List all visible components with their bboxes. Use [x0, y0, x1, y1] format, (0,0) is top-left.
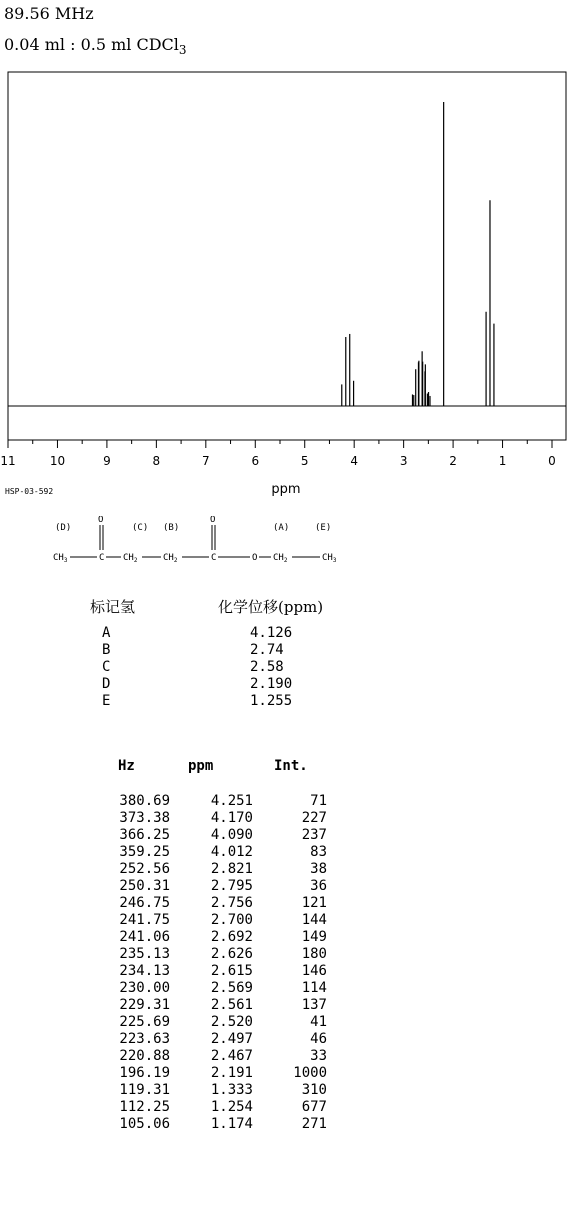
atom-ch3-e: $CH_3$	[322, 553, 337, 564]
peak-hz: 234.13	[119, 963, 170, 979]
peak-row	[0, 980, 570, 997]
sample-text: 0.04 ml : 0.5 ml CDCl	[4, 35, 179, 54]
peak-row	[0, 1099, 570, 1116]
peak-hz: 252.56	[119, 861, 170, 877]
peak-ppm: 1.174	[210, 1116, 253, 1132]
oxygen-1: O	[98, 516, 104, 525]
assignment-row	[0, 693, 570, 710]
peak-ppm: 2.626	[210, 946, 253, 962]
x-tick-label: 7	[201, 454, 210, 468]
peak-ppm: 2.821	[210, 861, 253, 877]
assignment-row	[0, 676, 570, 693]
x-tick-label: 10	[49, 454, 66, 468]
peak-intensity: 36	[310, 878, 327, 894]
peak-row	[0, 912, 570, 929]
label-a: (A)	[273, 523, 290, 533]
assignment-label: E	[102, 693, 111, 709]
peak-intensity: 146	[301, 963, 327, 979]
peak-ppm: 2.795	[210, 878, 253, 894]
peak-row	[0, 895, 570, 912]
spectrometer-frequency: 89.56 MHz	[4, 4, 94, 23]
peak-row	[0, 997, 570, 1014]
peak-intensity: 180	[301, 946, 327, 962]
peak-ppm: 4.012	[210, 844, 253, 860]
peak-header-hz: Hz	[118, 758, 135, 774]
peak-ppm: 2.756	[210, 895, 253, 911]
peak-hz: 229.31	[119, 997, 170, 1013]
assignment-row	[0, 625, 570, 642]
peak-intensity: 46	[310, 1031, 327, 1047]
x-tick-label: 9	[103, 454, 111, 468]
peak-row	[0, 844, 570, 861]
peak-hz: 366.25	[119, 827, 170, 843]
x-tick-label: 4	[350, 454, 359, 468]
peak-hz: 380.69	[119, 793, 170, 809]
peak-hz: 250.31	[119, 878, 170, 894]
peak-hz: 235.13	[119, 946, 170, 962]
peak-header-ppm: ppm	[188, 758, 214, 774]
assignment-shift: 2.190	[250, 676, 293, 692]
peak-hz: 196.19	[119, 1065, 170, 1081]
atom-c2: C	[211, 553, 217, 563]
peak-ppm: 2.520	[210, 1014, 253, 1030]
peak-intensity: 137	[301, 997, 327, 1013]
x-tick-label: 11	[0, 454, 16, 468]
assignment-shift: 1.255	[250, 693, 293, 709]
peak-ppm: 1.254	[210, 1099, 253, 1115]
peak-row	[0, 1065, 570, 1082]
label-d: (D)	[55, 523, 72, 533]
x-tick-label: 6	[251, 454, 260, 468]
peak-intensity: 33	[310, 1048, 327, 1064]
assignment-shift: 2.58	[250, 659, 284, 675]
peak-ppm: 2.561	[210, 997, 253, 1013]
peak-row	[0, 1048, 570, 1065]
assignment-row	[0, 642, 570, 659]
x-tick-label: 2	[449, 454, 457, 468]
x-tick-label: 1	[498, 454, 507, 468]
peak-header-int: Int.	[274, 758, 308, 774]
assignment-label: B	[102, 642, 111, 658]
peak-ppm: 2.497	[210, 1031, 253, 1047]
peak-hz: 119.31	[119, 1082, 170, 1098]
spectrum-trace	[8, 102, 566, 406]
peak-ppm: 2.692	[210, 929, 253, 945]
peak-hz: 112.25	[119, 1099, 170, 1115]
peak-hz: 230.00	[119, 980, 170, 996]
peak-row	[0, 1116, 570, 1133]
peak-row	[0, 810, 570, 827]
peak-row	[0, 827, 570, 844]
peak-hz: 246.75	[119, 895, 170, 911]
assignment-row	[0, 659, 570, 676]
peak-row	[0, 1031, 570, 1048]
peak-intensity: 149	[301, 929, 327, 945]
assignment-label: C	[102, 659, 111, 675]
peak-row	[0, 929, 570, 946]
x-axis-tick-labels	[0, 454, 555, 468]
peak-intensity: 71	[310, 793, 327, 809]
peak-intensity: 271	[301, 1116, 327, 1132]
atom-o: O	[252, 553, 258, 563]
peak-intensity: 83	[310, 844, 327, 860]
peak-ppm: 4.090	[210, 827, 253, 843]
label-e: (E)	[315, 523, 332, 533]
assignment-shift: 2.74	[250, 642, 284, 658]
peak-ppm: 2.467	[210, 1048, 253, 1064]
atom-ch2-b: $CH_2$	[163, 553, 178, 564]
plot-frame	[8, 72, 566, 440]
peak-intensity: 1000	[293, 1065, 327, 1081]
spectrum-code: HSP-03-592	[5, 487, 54, 496]
atom-ch2-a: $CH_2$	[273, 553, 288, 564]
peak-intensity: 144	[301, 912, 327, 928]
peak-intensity: 310	[301, 1082, 327, 1098]
x-axis-ticks	[8, 440, 552, 448]
assignment-label: D	[102, 676, 111, 692]
peak-intensity: 121	[301, 895, 327, 911]
atom-c1: C	[99, 553, 105, 563]
assignment-label: A	[102, 625, 111, 641]
x-tick-label: 5	[300, 454, 309, 468]
x-tick-label: 3	[399, 454, 408, 468]
peak-ppm: 1.333	[210, 1082, 253, 1098]
peak-row	[0, 861, 570, 878]
x-tick-label: 8	[152, 454, 161, 468]
peak-hz: 373.38	[119, 810, 170, 826]
atom-ch3-d: $CH_3$	[53, 553, 68, 564]
x-tick-label: 0	[548, 454, 556, 468]
peak-ppm: 2.191	[210, 1065, 253, 1081]
peak-hz: 223.63	[119, 1031, 170, 1047]
x-axis-label: ppm	[271, 482, 301, 497]
peak-ppm: 2.700	[210, 912, 253, 928]
peak-ppm: 2.569	[210, 980, 253, 996]
assignment-shift: 4.126	[250, 625, 293, 641]
peak-row	[0, 878, 570, 895]
peak-intensity: 237	[301, 827, 327, 843]
peak-intensity: 227	[301, 810, 327, 826]
peak-intensity: 38	[310, 861, 327, 877]
peak-hz: 359.25	[119, 844, 170, 860]
peak-ppm: 2.615	[210, 963, 253, 979]
peak-hz: 105.06	[119, 1116, 170, 1132]
peak-row	[0, 946, 570, 963]
peak-intensity: 41	[310, 1014, 327, 1030]
peak-row	[0, 963, 570, 980]
peak-intensity: 677	[301, 1099, 327, 1115]
molecular-structure	[45, 516, 365, 579]
oxygen-2: O	[210, 516, 216, 525]
peak-ppm: 4.251	[210, 793, 253, 809]
assignment-header-label: 标记氢	[90, 598, 136, 616]
label-b: (B)	[163, 523, 180, 533]
peak-hz: 225.69	[119, 1014, 170, 1030]
peak-hz: 220.88	[119, 1048, 170, 1064]
peak-row	[0, 1014, 570, 1031]
label-c: (C)	[132, 523, 149, 533]
assignment-header-shift: 化学位移(ppm)	[218, 598, 324, 616]
peak-hz: 241.75	[119, 912, 170, 928]
peak-ppm: 4.170	[210, 810, 253, 826]
peak-row	[0, 1082, 570, 1099]
atom-ch2-c: $CH_2$	[123, 553, 138, 564]
peak-row	[0, 793, 570, 810]
peak-intensity: 114	[301, 980, 327, 996]
nmr-spectrum-chart	[0, 0, 570, 500]
structure-drawing	[45, 516, 365, 576]
peak-hz: 241.06	[119, 929, 170, 945]
sample-subscript: 3	[178, 43, 187, 58]
